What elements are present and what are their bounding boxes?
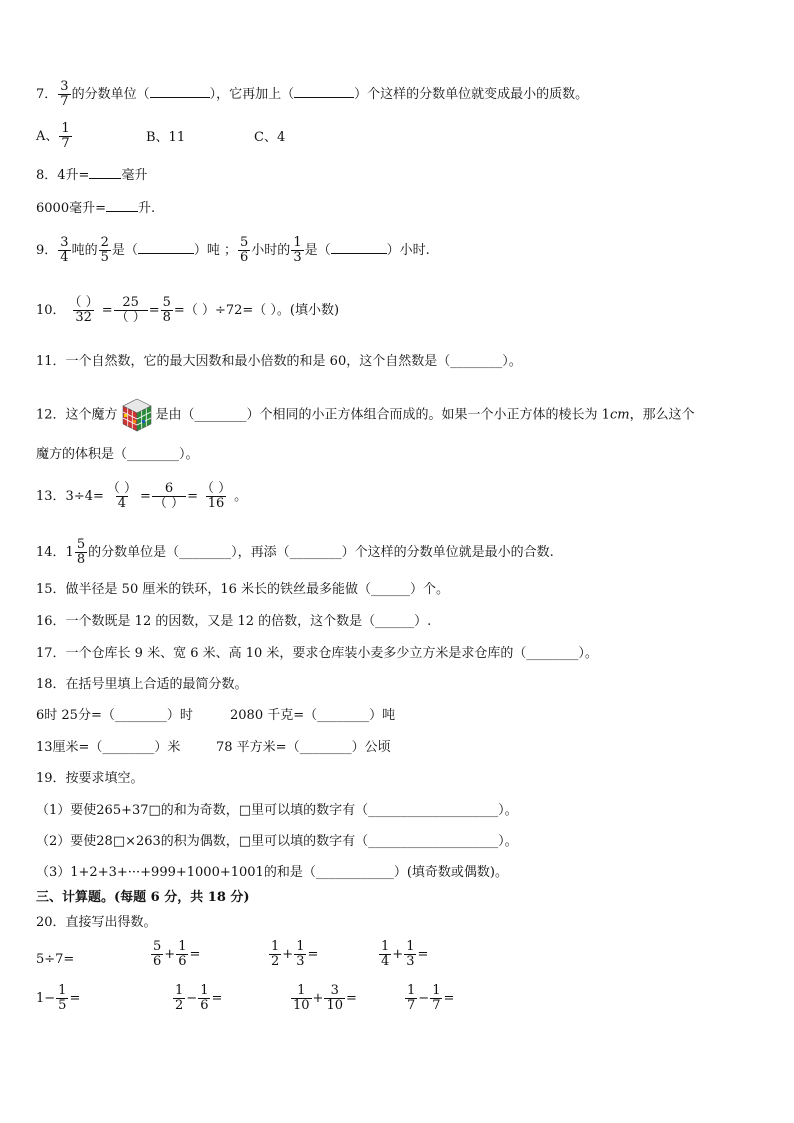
rubiks-cube-icon: [122, 398, 152, 432]
q8-blank-1[interactable]: [89, 166, 121, 179]
q12-line-2: 魔方的体积是（________）。: [36, 447, 199, 462]
q9-line: 9． $\frac{3}{4}$ 吨的 $\frac{2}{5}$ 是（ ）吨 ； $\frac{5}{6}$ 小时的 $\frac{1}{3}$ 是（ ）小时.: [36, 235, 430, 265]
q7-option-b[interactable]: B、11: [146, 130, 186, 145]
q20-r1c1: 5÷7=: [36, 952, 75, 967]
q7-options: [36, 121, 286, 151]
q7-line: 7． $\frac{3}{7}$ 的分数单位（ ），它再加上（ ）个这样的分数单位就变成最小的质数。: [36, 79, 589, 109]
q12-line-1: 12．这个魔方 是由（________）个相同的小正方体组合而成的。如果一个小正方体的棱长为 1cm，那么这个: [36, 398, 695, 432]
q19-title: 19．按要求填空。: [36, 771, 144, 786]
q20-r2c1: 1− $\frac{1}{5}$ =: [36, 983, 81, 1013]
q14-line: 14．1 $\frac{5}{8}$ 的分数单位是（________），再添（________）个这样的分数单位就是最小的合数.: [36, 537, 554, 567]
q20-r2c3: $\frac{1}{10}$ + $\frac{3}{10}$ =: [293, 983, 357, 1013]
q7-fraction: $\frac{3}{7}$: [60, 79, 69, 109]
q19-sub-1: （1）要使265+37□的和为奇数，□里可以填的数字有（____________________）。: [36, 803, 518, 818]
q20-r1c3: $\frac{1}{2}$ + $\frac{1}{3}$ =: [271, 939, 319, 969]
q11-line: 11．一个自然数，它的最大因数和最小倍数的和是 60，这个自然数是（________）。: [36, 354, 522, 369]
q8-blank-2[interactable]: [106, 199, 138, 212]
q15-line: 15．做半径是 50 厘米的铁环，16 米长的铁丝最多能做（______）个。: [36, 582, 450, 597]
q19-sub-2: （2）要使28□×263的积为偶数，□里可以填的数字有（____________________）。: [36, 834, 518, 849]
q7-option-c[interactable]: C、4: [254, 130, 286, 145]
q9-blank-1[interactable]: [138, 241, 194, 254]
q20-title: 20．直接写出得数。: [36, 915, 157, 930]
q18-title: 18．在括号里填上合适的最简分数。: [36, 677, 248, 692]
section-3-title: 三、计算题。(每题 6 分，共 18 分): [36, 890, 250, 905]
q8-line-1: 8．4升= 毫升: [36, 168, 148, 183]
q7-number: 7．: [36, 87, 58, 102]
q20-r1c4: $\frac{1}{4}$ + $\frac{1}{3}$ =: [381, 939, 429, 969]
q7-option-a[interactable]: A、 $\frac{1}{7}$: [36, 121, 70, 151]
q16-line: 16．一个数既是 12 的因数，又是 12 的倍数，这个数是（______）.: [36, 614, 432, 629]
q19-sub-3: （3）1+2+3+···+999+1000+1001的和是（____________）(填奇数或偶数)。: [36, 865, 508, 880]
q9-blank-2[interactable]: [331, 241, 387, 254]
q7-blank-2[interactable]: [294, 85, 354, 98]
q8-line-2: 6000毫升= 升.: [36, 201, 156, 216]
q18-row-2: 13厘米=（________）米 78 平方米=（________）公顷: [36, 740, 391, 755]
q20-r2c2: $\frac{1}{2}$ − $\frac{1}{6}$ =: [175, 983, 223, 1013]
q7-blank-1[interactable]: [150, 85, 210, 98]
q20-r1c2: $\frac{5}{6}$ + $\frac{1}{6}$ =: [153, 939, 201, 969]
q18-row-1: 6时 25分=（________）时 2080 千克=（________）吨: [36, 708, 396, 723]
q20-r2c4: $\frac{1}{7}$ − $\frac{1}{7}$ =: [407, 983, 455, 1013]
q17-line: 17．一个仓库长 9 米、宽 6 米、高 10 米，要求仓库装小麦多少立方米是求仓库的（________）。: [36, 646, 598, 661]
q10-line: 10． $\frac{( )}{32}$ = $\frac{25}{( )}$ = $\frac{5}{8}$ =（ ）÷72=（ ）。(填小数): [36, 295, 340, 325]
q13-line: 13．3÷4= $\frac{( )}{4}$ = $\frac{6}{( )}$ = $\frac{( )}{16}$ 。: [36, 481, 248, 511]
